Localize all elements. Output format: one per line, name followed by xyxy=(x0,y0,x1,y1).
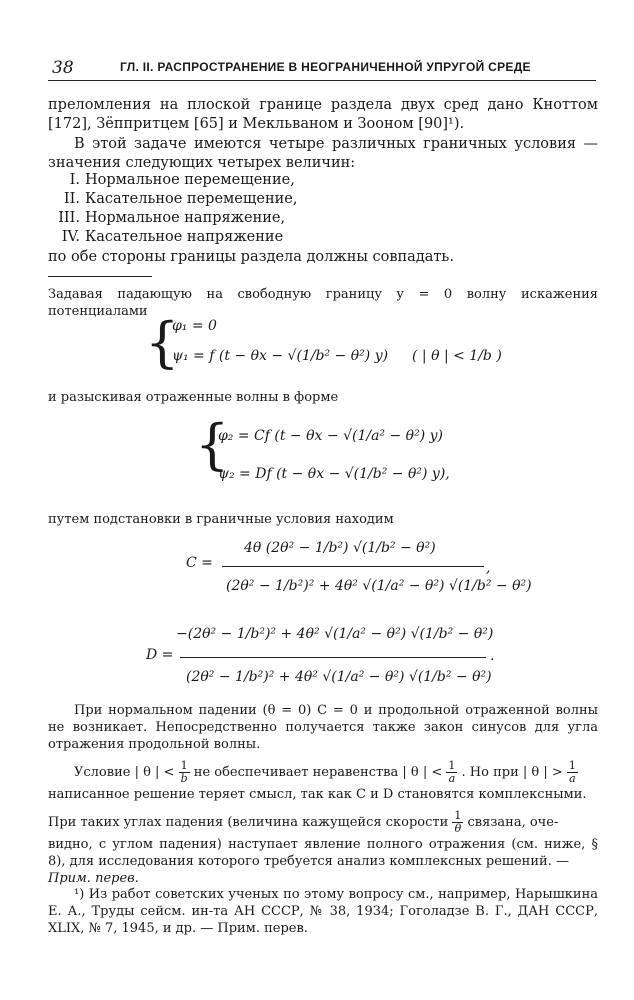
note-condition-line: Условие | θ | < $\frac{1}{b}$ не обеспечивает неравенства | θ | < $\frac{1}{a}$ . Но при | θ | > $\frac{1}{a}$ xyxy=(74,759,576,785)
running-title: ГЛ. II. РАСПРОСТРАНЕНИЕ В НЕОГРАНИЧЕННОЙ УПРУГОЙ СРЕДЕ xyxy=(120,60,531,74)
list-item-3: III. Нормальное напряжение, xyxy=(58,210,286,226)
page-number: 38 xyxy=(52,58,74,78)
note-paragraph-3: путем подстановки в граничные условия находим xyxy=(48,512,394,527)
period: . xyxy=(490,648,495,664)
equation-psi1-condition: ( | θ | < 1/b ) xyxy=(412,348,502,364)
equation-phi1: φ₁ = 0 xyxy=(172,318,217,334)
equation-D-numerator: −(2θ² − 1/b²)² + 4θ² √(1/a² − θ²) √(1/b² − θ²) xyxy=(176,626,494,642)
note-paragraph-6c: видно, с углом падения) наступает явление полного отражения (см. ниже, § 8), для исследования которого требуется анализ комплексных решений. — xyxy=(48,837,598,869)
paragraph-3: по обе стороны границы раздела должны совпадать. xyxy=(48,249,454,265)
equation-psi2: ψ₂ = Df (t − θx − √(1/b² − θ²) y), xyxy=(218,466,450,482)
fraction-1-b: $\frac{1}{b}$ xyxy=(180,759,188,785)
section-separator xyxy=(48,276,152,277)
paragraph-1: преломления на плоской границе раздела двух сред дано Кноттом [172], Зёппритцем [65] и Мекльваном и Зооном [90]¹). xyxy=(48,97,598,132)
equation-phi2: φ₂ = Cf (t − θx − √(1/a² − θ²) y) xyxy=(218,428,443,444)
comma: , xyxy=(486,560,491,576)
note-paragraph-1: Задавая падающую на свободную границу y = 0 волну искажения потенциалами xyxy=(48,287,598,319)
paragraph-2: В этой задаче имеются четыре различных граничных условия — значения следующих четырех величин: xyxy=(48,136,598,171)
equation-C-denominator: (2θ² − 1/b²)² + 4θ² √(1/a² − θ²) √(1/b² − θ²) xyxy=(226,578,532,594)
running-header xyxy=(48,58,596,78)
note-paragraph-4: При нормальном падении (θ = 0) C = 0 и продольной отраженной волны не возникает. Непосредственно получается также закон синусов для угла отражения продольной волны. xyxy=(48,703,598,752)
fraction-1-a: $\frac{1}{a}$ xyxy=(448,759,456,785)
list-item-1: I. Нормальное перемещение, xyxy=(69,172,295,188)
header-rule xyxy=(48,80,596,81)
fraction-1-a: $\frac{1}{a}$ xyxy=(568,759,576,785)
list-item-2: II. Касательное перемещение, xyxy=(63,191,298,207)
note-paragraph-2: и разыскивая отраженные волны в форме xyxy=(48,390,339,405)
left-brace: { xyxy=(195,413,230,476)
fraction-bar xyxy=(180,657,486,658)
equation-D-lhs: D = xyxy=(146,647,174,663)
equation-C-numerator: 4θ (2θ² − 1/b²) √(1/b² − θ²) xyxy=(244,540,436,556)
equation-C-lhs: C = xyxy=(186,555,213,571)
note-paragraph-6a: При таких углах падения (величина кажущейся скорости $\frac{1}{\theta}$ связана, оче- xyxy=(48,809,559,835)
note-attribution: Прим. перев. xyxy=(48,871,139,886)
fraction-bar xyxy=(222,566,484,567)
note-paragraph-5: написанное решение теряет смысл, так как C и D становятся комплексными. xyxy=(48,787,587,802)
footnote: ¹) Из работ советских ученых по этому вопросу см., например, Нарышкина Е. А., Труды сейсм. ин-та АН СССР, № 38, 1934; Гоголадзе В. Г., ДАН СССР, XLIX, № 7, 1945, и др. — Прим. перев. xyxy=(48,887,598,936)
equation-psi1: ψ₁ = f (t − θx − √(1/b² − θ²) y) xyxy=(172,348,389,364)
list-item-4: IV. Касательное напряжение xyxy=(61,229,284,245)
equation-D-denominator: (2θ² − 1/b²)² + 4θ² √(1/a² − θ²) √(1/b² − θ²) xyxy=(186,669,492,685)
left-brace: { xyxy=(145,311,180,374)
fraction-1-theta: $\frac{1}{\theta}$ xyxy=(454,809,462,835)
